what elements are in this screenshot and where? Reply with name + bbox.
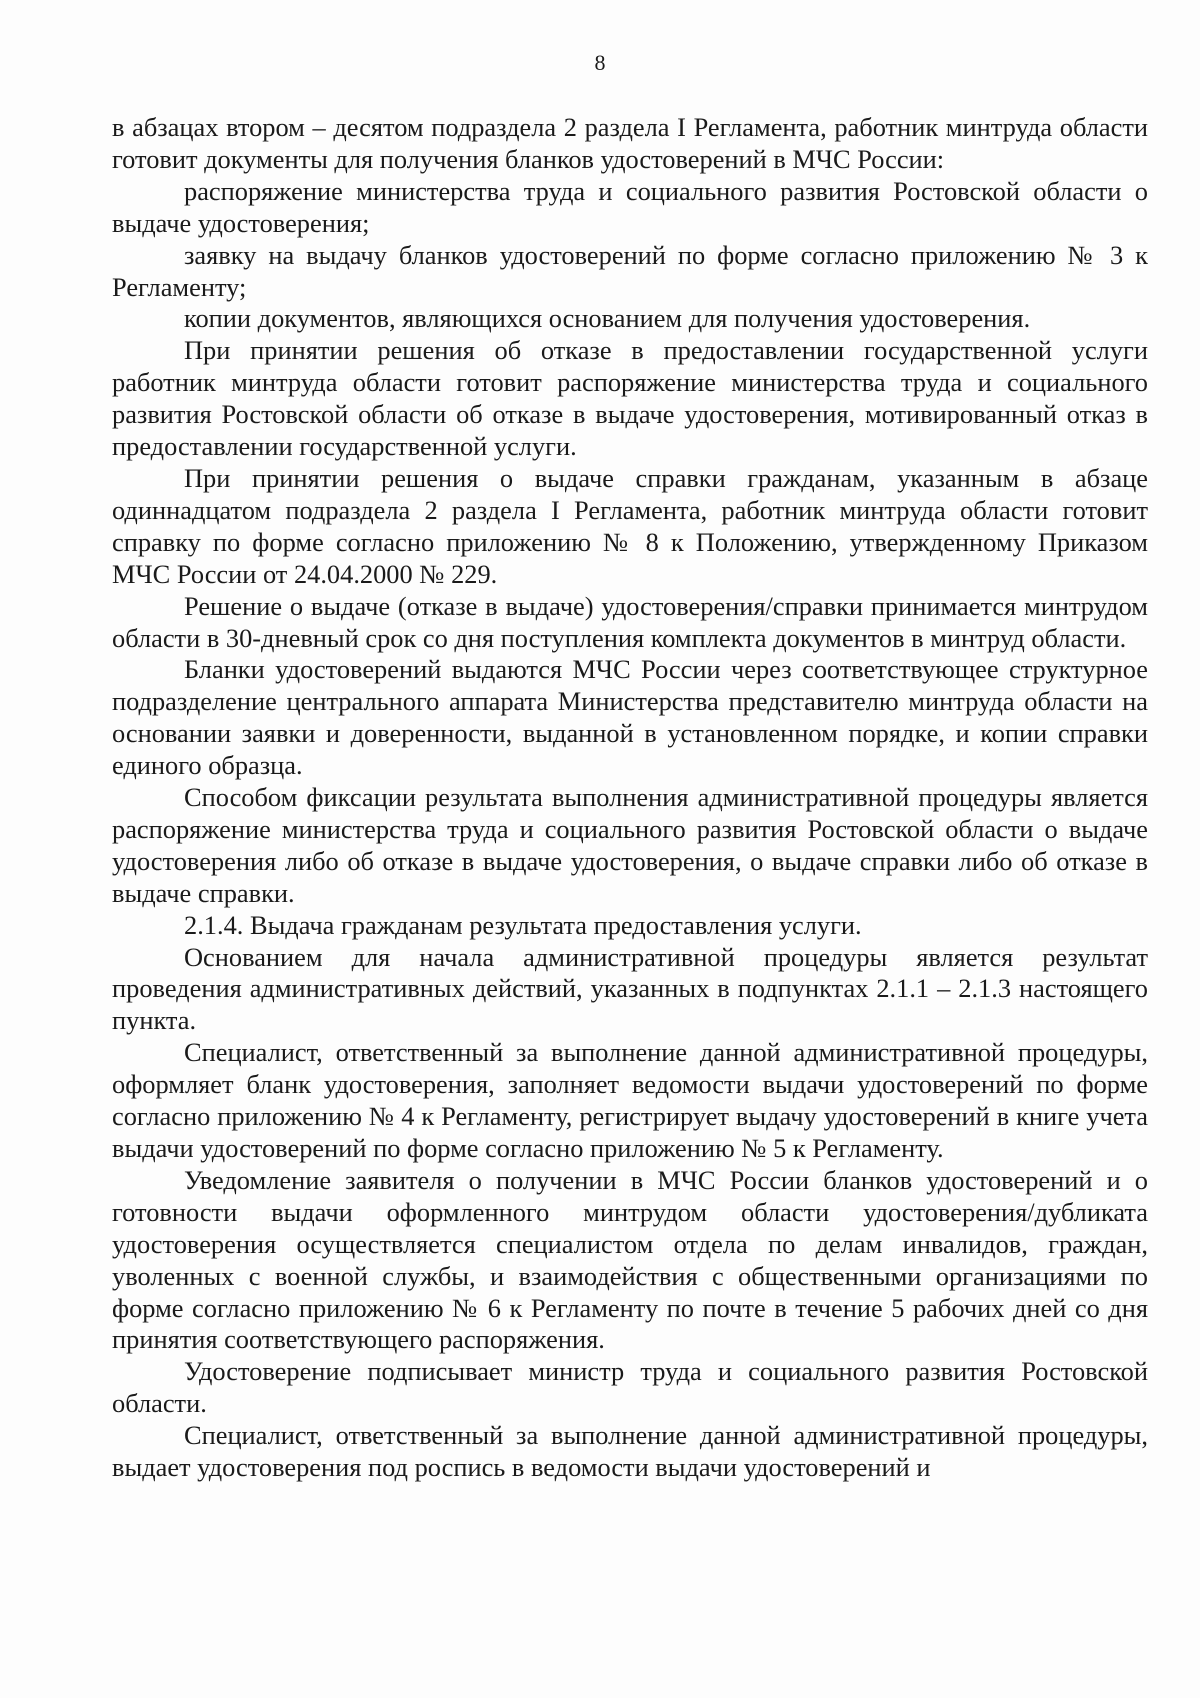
- paragraph-4: копии документов, являющихся основанием для получения удостоверения.: [184, 303, 1031, 334]
- paragraph-5: При принятии решения об отказе в предоставлении государственной услуги работник минтруда области готовит распоряжение министерства труда и социального развития Ростовской области об отказе в выдаче удостоверения, мотивированный отказ в предоставлении государственной услуги.: [112, 335, 1148, 462]
- paragraph-11: Основанием для начала административной процедуры является результат проведения административных действий, указанных в подпунктах 2.1.1 – 2.1.3 настоящего пункта.: [112, 941, 1148, 1036]
- paragraph-15: Специалист, ответственный за выполнение данной административной процедуры, выдает удостоверения под роспись в ведомости выдачи удостоверений и: [112, 1420, 1148, 1483]
- paragraph-12: Специалист, ответственный за выполнение данной административной процедуры, оформляет бланк удостоверения, заполняет ведомости выдачи удостоверений по форме согласно приложению № 4 к Регламенту, регистрирует выдачу удостоверений в книге учета выдачи удостоверений по форме согласно приложению № 5 к Регламенту.: [112, 1037, 1148, 1163]
- paragraph-6: При принятии решения о выдаче справки гражданам, указанным в абзаце одиннадцатом подраздела 2 раздела I Регламента, работник минтруда области готовит справку по форме согласно приложению № 8 к Положению, утвержденному Приказом МЧС России от 24.04.2000 № 229.: [112, 462, 1148, 589]
- paragraph-9: Способом фиксации результата выполнения административной процедуры является распоряжение министерства труда и социального развития Ростовской области о выдаче удостоверения либо об отказе в выдаче удостоверения, о выдаче справки либо об отказе в выдаче справки.: [112, 782, 1148, 908]
- paragraph-3: заявку на выдачу бланков удостоверений по форме согласно приложению № 3 к Регламенту;: [112, 239, 1148, 302]
- paragraph-14: Удостоверение подписывает министр труда и социального развития Ростовской области.: [112, 1356, 1148, 1419]
- paragraph-13: Уведомление заявителя о получении в МЧС России бланков удостоверений и о готовности выдачи оформленного минтрудом области удостоверения/дубликата удостоверения осуществляется специалистом отдела по делам инвалидов, граждан, уволенных с военной службы, и взаимодействия с общественными организациями по форме согласно приложению № 6 к Регламенту по почте в течение 5 рабочих дней со дня принятия соответствующего распоряжения.: [112, 1164, 1148, 1355]
- page-number: 8: [594, 50, 606, 75]
- paragraph-1: в абзацах втором – десятом подраздела 2 раздела I Регламента, работник минтруда области готовит документы для получения бланков удостоверений в МЧС России:: [112, 112, 1148, 174]
- paragraph-7: Решение о выдаче (отказе в выдаче) удостоверения/справки принимается минтрудом области в 30-дневный срок со дня поступления комплекта документов в минтруд области.: [112, 590, 1148, 653]
- paragraph-8: Бланки удостоверений выдаются МЧС России через соответствующее структурное подразделение центрального аппарата Министерства представителю минтруда области на основании заявки и доверенности, выданной в установленном порядке, и копии справки единого образца.: [112, 654, 1148, 781]
- document-body: [112, 112, 1148, 1484]
- paragraph-2: распоряжение министерства труда и социального развития Ростовской области о выдаче удостоверения;: [112, 175, 1148, 238]
- paragraph-10: 2.1.4. Выдача гражданам результата предоставления услуги.: [184, 909, 862, 940]
